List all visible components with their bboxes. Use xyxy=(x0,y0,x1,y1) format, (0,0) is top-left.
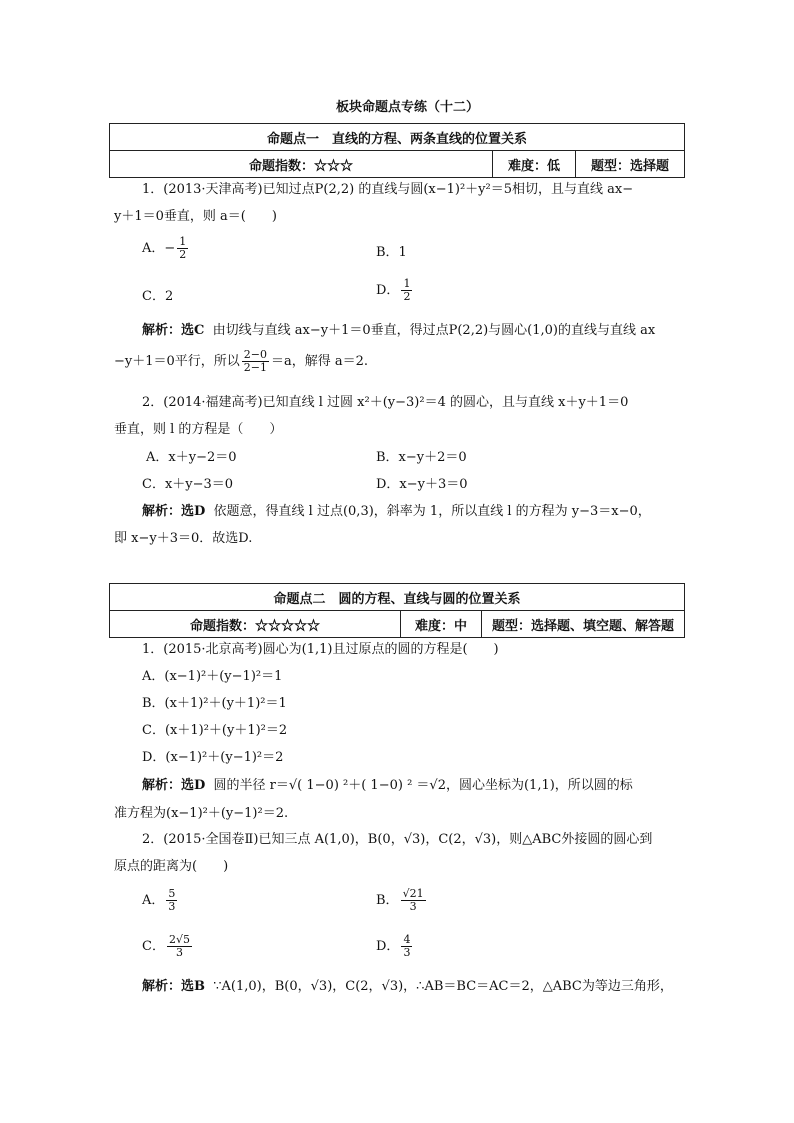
section2-qtype: 题型：选择题、填空题、解答题 xyxy=(482,611,685,638)
q4-option-c-prefix: C． xyxy=(142,939,165,954)
q4-stem-line1: 2．(2015·全国卷Ⅱ)已知三点 A(1,0)，B(0，√3)，C(2，√3)，则△ABC外接圆的圆心到 xyxy=(142,832,653,847)
q4-option-a-num: 5 xyxy=(168,887,176,900)
q1-solution-frac-num: 2−0 xyxy=(243,348,267,361)
q1-solution-fraction xyxy=(242,349,269,374)
q3-option-c: C．(x＋1)²＋(y＋1)²＝2 xyxy=(142,723,288,738)
q1-option-d xyxy=(376,278,414,303)
q1-option-d-num: 1 xyxy=(403,277,411,290)
page-title: 板块命题点专练（十二） xyxy=(336,100,480,115)
q2-option-b: B．x−y＋2＝0 xyxy=(376,450,467,465)
q2-option-d: D．x−y＋3＝0 xyxy=(376,477,468,492)
q3-stem: 1．(2015·北京高考)圆心为(1,1)且过原点的圆的方程是( ) xyxy=(142,642,499,657)
q1-option-b: B．1 xyxy=(376,245,407,260)
q1-stem-line1: 1．(2013·天津高考)已知过点P(2,2) 的直线与圆(x−1)²＋y²＝5相切，且与直线 ax− xyxy=(142,182,634,197)
q3-option-a: A．(x−1)²＋(y−1)²＝1 xyxy=(142,669,283,684)
q4-option-d-num: 4 xyxy=(403,933,411,946)
q2-solution-text1: 依题意，得直线 l 过点(0,3)，斜率为 1，所以直线 l 的方程为 y−3＝x−0， xyxy=(213,504,651,519)
q4-option-a-den: 3 xyxy=(168,900,176,913)
q1-option-a-den: 2 xyxy=(179,248,187,261)
q4-stem-line2: 原点的距离为( ) xyxy=(114,859,229,874)
q1-option-a-num: 1 xyxy=(179,235,187,248)
q1-solution-label: 解析：选C xyxy=(142,323,205,338)
q4-solution-line1 xyxy=(142,978,673,996)
section1-index: 命题指数：☆☆☆ xyxy=(110,151,493,178)
q3-solution-text1: 圆的半径 r＝√( 1−0) ²＋( 1−0) ² ＝√2，圆心坐标为(1,1)，所以圆的标 xyxy=(213,778,633,793)
section2-title: 命题点二 圆的方程、直线与圆的位置关系 xyxy=(110,584,685,611)
q2-option-c: C．x＋y−3＝0 xyxy=(142,477,234,492)
q1-solution-text1: 由切线与直线 ax−y＋1＝0垂直，得过点P(2,2)与圆心(1,0)的直线与直线 ax xyxy=(212,323,656,338)
q4-option-a xyxy=(142,888,179,913)
section1-title: 命题点一 直线的方程、两条直线的位置关系 xyxy=(110,124,685,151)
q4-option-c xyxy=(142,934,194,959)
q2-solution-line1 xyxy=(142,503,651,521)
q1-option-d-prefix: D． xyxy=(376,283,400,298)
q1-solution-line1 xyxy=(142,322,655,340)
q1-option-a xyxy=(142,236,190,261)
q2-option-a: A．x＋y−2＝0 xyxy=(146,450,237,465)
section1-qtype: 题型：选择题 xyxy=(576,151,685,178)
q1-option-c: C．2 xyxy=(142,289,174,304)
q4-option-c-num: 2√5 xyxy=(168,933,190,946)
q1-option-d-fraction xyxy=(401,278,412,303)
q2-solution-line2: 即 x−y＋3＝0．故选D. xyxy=(114,531,253,546)
q4-solution-label: 解析：选B xyxy=(142,979,205,994)
q2-stem-line1: 2．(2014·福建高考)已知直线 l 过圆 x²＋(y−3)²＝4 的圆心，且与直线 x＋y＋1＝0 xyxy=(142,395,629,410)
q4-option-b-fraction xyxy=(401,888,426,913)
section1-header-table xyxy=(109,123,685,178)
q1-solution-text2a: −y＋1＝0平行，所以 xyxy=(114,354,240,369)
q3-option-d: D．(x−1)²＋(y−1)²＝2 xyxy=(142,750,284,765)
section2-header-table xyxy=(109,583,685,638)
q1-option-a-prefix: A．− xyxy=(142,241,176,256)
q1-solution-line2 xyxy=(114,349,368,374)
q4-option-b xyxy=(376,888,428,913)
q3-option-b: B．(x＋1)²＋(y＋1)²＝1 xyxy=(142,696,287,711)
q4-option-b-den: 3 xyxy=(409,900,417,913)
section2-index: 命题指数：☆☆☆☆☆ xyxy=(110,611,401,638)
q3-solution-line1 xyxy=(142,777,633,795)
q3-solution-line2: 准方程为(x−1)²＋(y−1)²＝2. xyxy=(114,806,289,821)
q1-option-a-fraction xyxy=(177,236,188,261)
q4-option-c-fraction xyxy=(167,934,192,959)
q1-solution-frac-den: 2−1 xyxy=(243,361,267,374)
q3-solution-label: 解析：选D xyxy=(142,778,206,793)
q4-option-b-prefix: B． xyxy=(376,893,399,908)
section2-difficulty: 难度：中 xyxy=(401,611,482,638)
q1-option-d-den: 2 xyxy=(403,290,411,303)
q4-solution-text1: ∵A(1,0)，B(0，√3)，C(2，√3)，∴AB＝BC＝AC＝2，△ABC为等边三角形， xyxy=(213,979,673,994)
q4-option-b-num: √21 xyxy=(402,887,424,900)
q4-option-d-den: 3 xyxy=(403,946,411,959)
q2-stem-line2: 垂直，则 l 的方程是（ ） xyxy=(114,422,283,437)
q4-option-d-fraction xyxy=(401,934,412,959)
section1-difficulty: 难度：低 xyxy=(493,151,576,178)
q4-option-d xyxy=(376,934,414,959)
q2-solution-label: 解析：选D xyxy=(142,504,206,519)
q4-option-d-prefix: D． xyxy=(376,939,400,954)
q4-option-a-fraction xyxy=(166,888,177,913)
q1-stem-line2: y＋1＝0垂直，则 a＝( ) xyxy=(114,209,277,224)
q4-option-c-den: 3 xyxy=(175,946,183,959)
q1-solution-text2b: ＝a，解得 a＝2. xyxy=(271,354,369,369)
q4-option-a-prefix: A． xyxy=(142,893,165,908)
